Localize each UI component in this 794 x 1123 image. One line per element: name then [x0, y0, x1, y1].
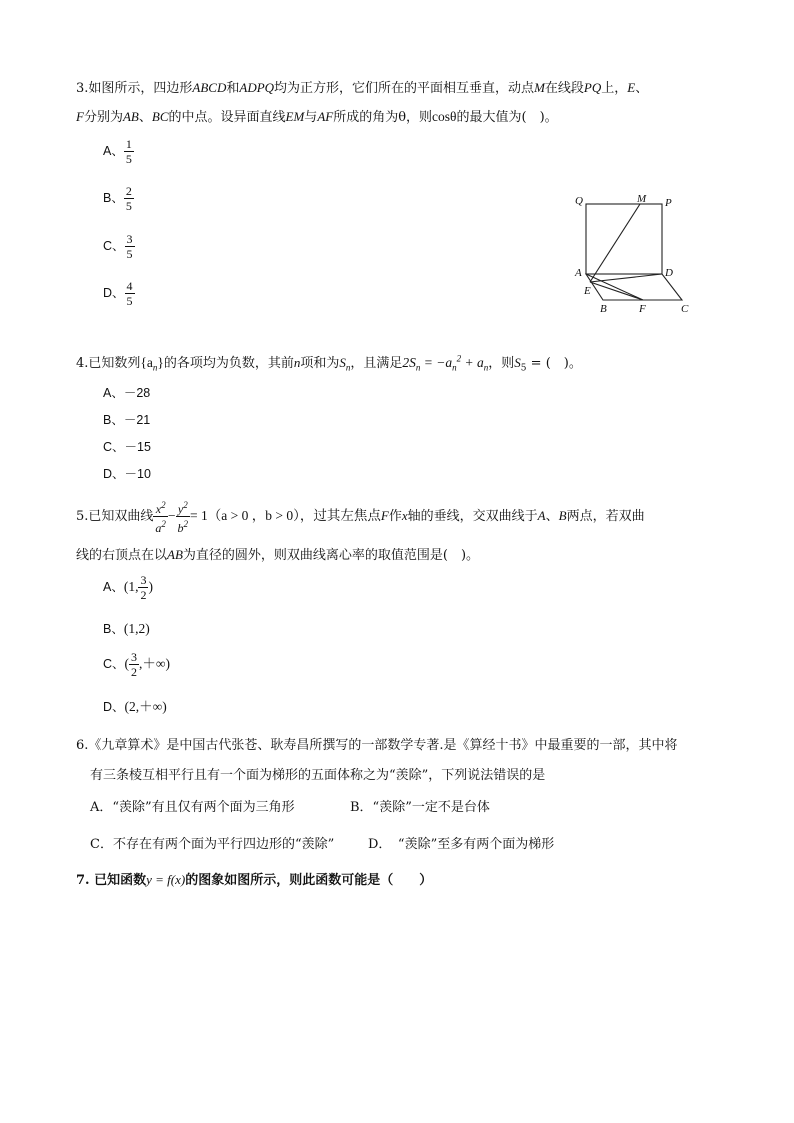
q3-option-c: C、 $\frac{3}{5}$ — [103, 232, 133, 261]
q7-stem: 7. 已知函数y = f(x)的图象如图所示，则此函数可能是（ ） — [76, 872, 433, 888]
q5-line-2: 线的右顶点在以AB为直径的圆外，则双曲线离心率的取值范围是( )。 — [76, 547, 480, 563]
fraction: $\frac{1}{5}$ — [125, 137, 132, 166]
q3-option-b: B、 $\frac{2}{5}$ — [103, 184, 132, 213]
q5-line-1: 5.已知双曲线 $\frac{x^2}{a^2}$ − $\frac{y^2}{b^2}$ = 1（a > 0 ，b > 0），过其左焦点F作x轴的垂线，交双曲线于A、B两点，若双曲 — [76, 500, 645, 535]
fraction: $\frac{2}{5}$ — [125, 184, 132, 213]
q3-line-1: 3.如图所示，四边形ABCD和ADPQ均为正方形，它们所在的平面相互垂直，动点M在线段PQ上，E、 — [76, 80, 649, 96]
q3-geometry-figure — [570, 190, 700, 318]
q4-option-b: B、－21 — [103, 413, 151, 427]
label-m: M — [637, 193, 647, 205]
q6-option-a: A．“羡除”有且仅有两个面为三角形 — [90, 800, 295, 815]
q3-option-d: D、 $\frac{4}{5}$ — [103, 279, 133, 308]
q5-option-b: B、(1,2) — [103, 621, 150, 636]
q4-option-d: D、－10 — [103, 467, 151, 481]
q6-option-d: D． “羡除”至多有两个面为梯形 — [368, 837, 555, 852]
label-e: E — [584, 285, 591, 297]
fraction: $\frac{3}{5}$ — [126, 232, 133, 261]
label-p: P — [665, 197, 672, 209]
segment-em — [590, 204, 640, 282]
label-f: F — [639, 303, 646, 315]
q3-line-2: F分别为AB、BC的中点。设异面直线EM与AF所成的角为θ，则cosθ的最大值为( )。 — [76, 109, 558, 125]
fraction: $\frac{3}{2}$ — [131, 650, 138, 679]
q6-option-b: B．“羡除”一定不是台体 — [350, 800, 490, 815]
q6-line-2: 有三条棱互相平行且有一个面为梯形的五面体称之为“羡除”，下列说法错误的是 — [90, 768, 546, 783]
q6-line-1: 6.《九章算术》是中国古代张苍、耿寿昌所撰写的一部数学专著.是《算经十书》中最重要的一部，其中将 — [76, 738, 678, 753]
q6-option-c: C．不存在有两个面为平行四边形的“羡除” — [90, 837, 335, 852]
q4-option-a: A、－28 — [103, 386, 151, 400]
label-c: C — [681, 303, 689, 315]
q4-stem: 4.已知数列$\{a_n\}$的各项均为负数，其前n项和为$S_n$，且满足$2S_n = -a_n^2 + a_n$，则$S_5$ = ( )。 — [76, 353, 582, 374]
fraction-x2-a2: $\frac{x^2}{a^2}$ — [155, 500, 166, 535]
q4-option-c: C、－15 — [103, 440, 151, 454]
segment-ef — [590, 282, 643, 300]
q5-option-d: D、(2,＋∞) — [103, 699, 167, 714]
fraction: $\frac{3}{2}$ — [140, 573, 147, 602]
q5-option-a: A、(1, $\frac{3}{2}$ ) — [103, 573, 153, 602]
label-q: Q — [575, 195, 583, 207]
label-d: D — [665, 267, 673, 279]
fraction: $\frac{4}{5}$ — [126, 279, 133, 308]
segment-ed — [590, 274, 662, 282]
q3-option-a: A、 $\frac{1}{5}$ — [103, 137, 132, 166]
fraction-y2-b2: $\frac{y^2}{b^2}$ — [177, 500, 189, 535]
label-b: B — [600, 303, 607, 315]
q5-option-c: C、( $\frac{3}{2}$ ,＋∞) — [103, 650, 171, 679]
square-adpq — [586, 204, 662, 274]
label-a: A — [575, 267, 582, 279]
